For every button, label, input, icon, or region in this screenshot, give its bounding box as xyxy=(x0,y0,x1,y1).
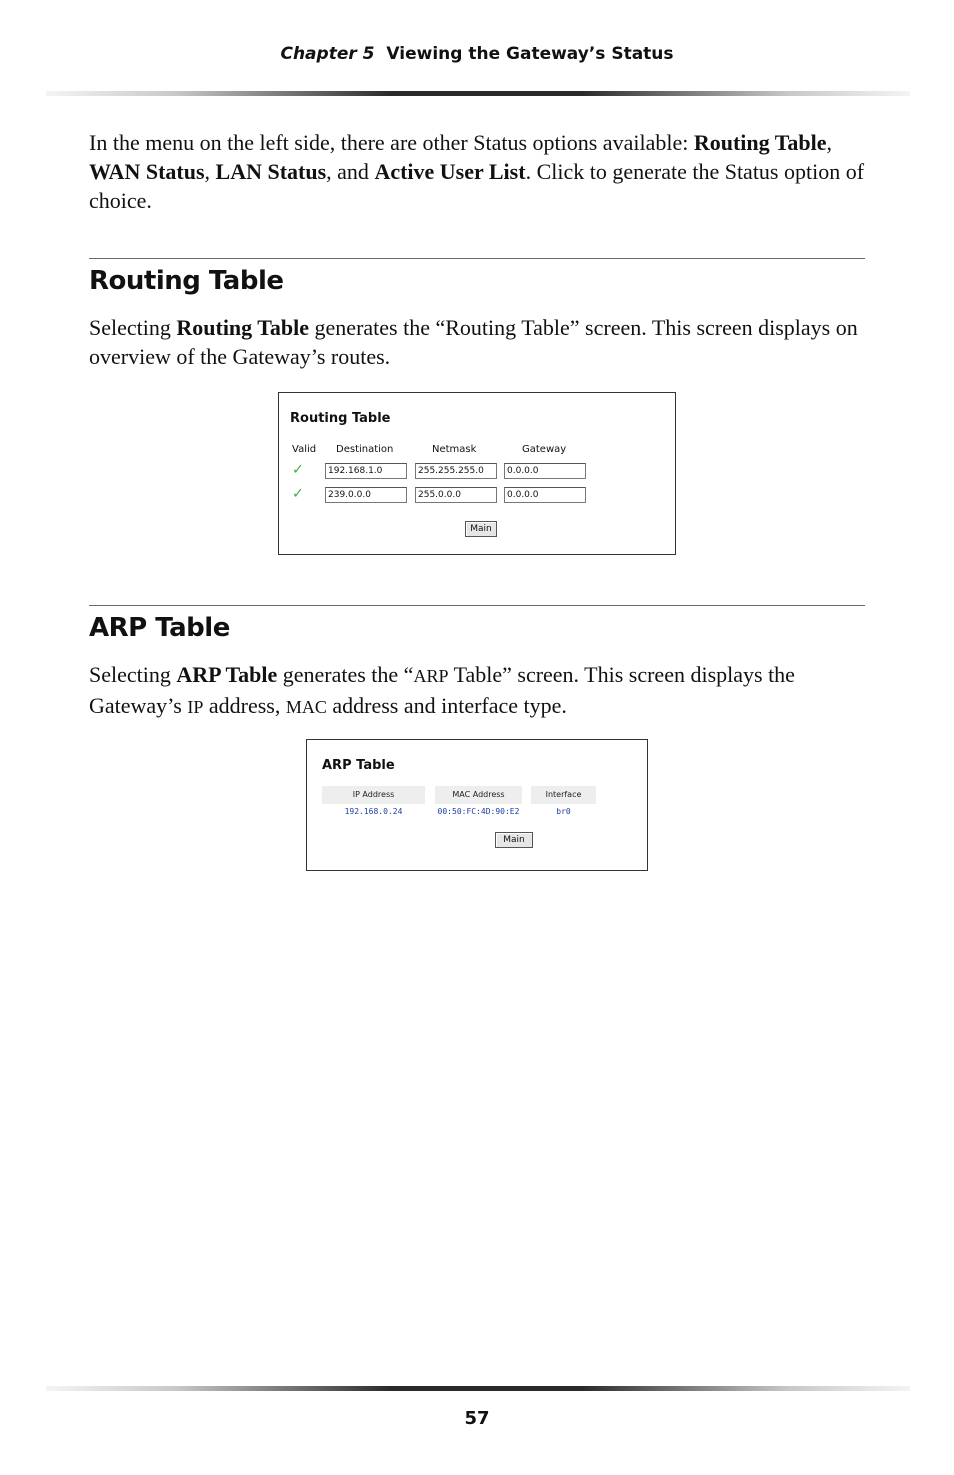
netmask-field[interactable]: 255.255.255.0 xyxy=(415,463,497,479)
column-header-gateway: Gateway xyxy=(522,444,567,455)
column-header-valid: Valid xyxy=(292,444,317,455)
arp-text: address, xyxy=(203,693,286,718)
routing-heading: Routing Table xyxy=(89,266,284,296)
intro-bold-routing-table: Routing Table xyxy=(693,130,827,155)
arp-text: Table” screen. This screen displays the Gateway’s xyxy=(89,662,795,718)
arp-mac-cell: 00:50:FC:4D:90:E2 xyxy=(437,807,520,816)
arp-table-screenshot xyxy=(306,739,648,871)
arp-paragraph xyxy=(89,660,867,722)
netmask-field[interactable]: 255.0.0.0 xyxy=(415,487,497,503)
main-button[interactable]: Main xyxy=(495,832,533,848)
routing-paragraph xyxy=(89,313,867,371)
intro-text: In the menu on the left side, there are other Status options available: xyxy=(89,130,694,155)
gateway-field[interactable]: 0.0.0.0 xyxy=(504,463,586,479)
destination-field[interactable]: 239.0.0.0 xyxy=(325,487,407,503)
arp-smallcaps-mac: MAC xyxy=(285,697,327,717)
column-header-netmask: Netmask xyxy=(432,444,477,455)
intro-sep: , xyxy=(204,159,216,184)
routing-table-screenshot xyxy=(278,392,676,555)
valid-check-icon: ✓ xyxy=(292,462,304,478)
arp-heading: ARP Table xyxy=(89,613,230,643)
intro-text-end: . Click to generate the Status option of choice. xyxy=(89,159,865,213)
arp-text-end: address and interface type. xyxy=(326,693,567,718)
column-header-ip-address: IP Address xyxy=(322,786,425,804)
intro-bold-lan-status: LAN Status xyxy=(215,159,327,184)
section-rule-routing xyxy=(89,258,865,259)
intro-sep: , and xyxy=(326,159,375,184)
column-header-destination: Destination xyxy=(336,444,394,455)
intro-paragraph xyxy=(89,128,867,215)
arp-interface-cell: br0 xyxy=(556,807,571,816)
chapter-title: Viewing the Gateway’s Status xyxy=(386,44,674,64)
chapter-label: Chapter 5 xyxy=(280,44,375,64)
footer-rule xyxy=(46,1386,910,1391)
routing-screen-title: Routing Table xyxy=(290,411,391,426)
intro-sep: , xyxy=(826,130,832,155)
arp-text: Selecting xyxy=(89,662,177,687)
column-header-mac-address: MAC Address xyxy=(435,786,522,804)
page-number: 57 xyxy=(464,1408,490,1429)
arp-screen-title: ARP Table xyxy=(322,758,395,773)
section-rule-arp xyxy=(89,605,865,606)
routing-bold: Routing Table xyxy=(176,315,310,340)
main-button[interactable]: Main xyxy=(465,521,497,537)
routing-text: Selecting xyxy=(89,315,177,340)
arp-bold: ARP Table xyxy=(176,662,278,687)
running-header xyxy=(0,44,954,64)
header-rule xyxy=(46,91,910,96)
arp-text: generates the “ xyxy=(277,662,414,687)
column-header-interface: Interface xyxy=(531,786,596,804)
gateway-field[interactable]: 0.0.0.0 xyxy=(504,487,586,503)
destination-field[interactable]: 192.168.1.0 xyxy=(325,463,407,479)
valid-check-icon: ✓ xyxy=(292,486,304,502)
routing-text-end: generates the “Routing Table” screen. This screen displays on overview of the Gateway’s routes. xyxy=(89,315,858,369)
intro-bold-active-user-list: Active User List xyxy=(374,159,526,184)
arp-smallcaps-ip: IP xyxy=(187,697,204,717)
intro-bold-wan-status: WAN Status xyxy=(89,159,205,184)
arp-ip-cell: 192.168.0.24 xyxy=(344,807,403,816)
arp-smallcaps-arp: ARP xyxy=(413,666,449,686)
